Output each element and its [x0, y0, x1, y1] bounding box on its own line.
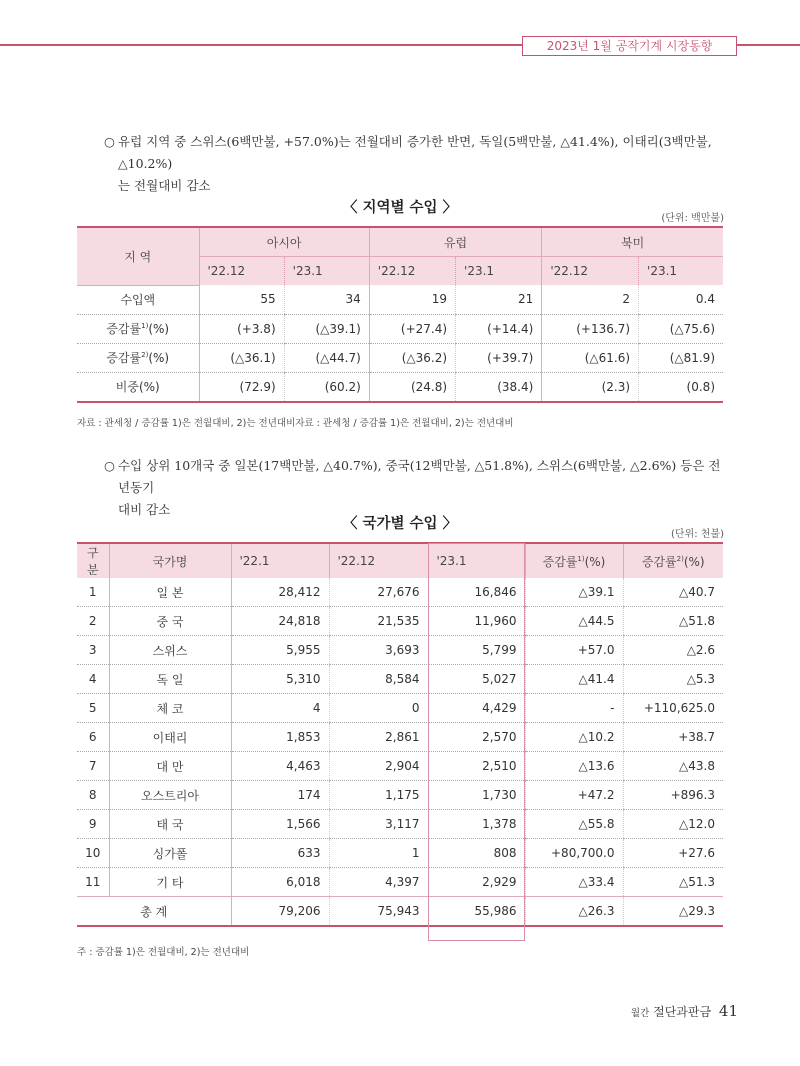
- rank-cell: 7: [77, 752, 109, 781]
- rank-cell: 8: [77, 781, 109, 810]
- cell-value: +27.6: [623, 839, 723, 868]
- country-cell: 이태리: [109, 723, 231, 752]
- table-row: [77, 868, 723, 897]
- rank-cell: 9: [77, 810, 109, 839]
- cell-value: (△44.7): [284, 343, 369, 372]
- country-cell: 독 일: [109, 665, 231, 694]
- table2-note: 주 : 증감률 1)은 전월대비, 2)는 전년대비: [77, 947, 250, 958]
- cell-value: +80,700.0: [525, 839, 623, 868]
- cell-value: 808: [428, 839, 525, 868]
- table-row: [77, 810, 723, 839]
- cell-value: 2,929: [428, 868, 525, 897]
- cell-value: (+14.4): [456, 314, 542, 343]
- cell-value: △40.7: [623, 578, 723, 607]
- cell-value: +57.0: [525, 636, 623, 665]
- cell-value: +38.7: [623, 723, 723, 752]
- rank-cell: 4: [77, 665, 109, 694]
- row-label: 증감률$^{2)}$(%): [77, 343, 199, 372]
- cell-value: (△61.6): [542, 343, 639, 372]
- cell-value: 4,397: [329, 868, 428, 897]
- cell-value: (△39.1): [284, 314, 369, 343]
- period-header: '23.1: [428, 543, 525, 578]
- rank-cell: 6: [77, 723, 109, 752]
- cell-value: 16,846: [428, 578, 525, 607]
- cell-value: △10.2: [525, 723, 623, 752]
- cell-value: 6,018: [231, 868, 329, 897]
- cell-value: (+3.8): [199, 314, 284, 343]
- cell-value: 1,175: [329, 781, 428, 810]
- cell-value: +47.2: [525, 781, 623, 810]
- row-label: 증감률$^{1)}$(%): [77, 314, 199, 343]
- change-yoy-header: 증감률$^{2)}$(%): [623, 543, 723, 578]
- cell-value: 2,904: [329, 752, 428, 781]
- group-header-asia: 아시아: [199, 227, 369, 257]
- cell-value: 1,566: [231, 810, 329, 839]
- cell-value: 174: [231, 781, 329, 810]
- table-row: [77, 752, 723, 781]
- cell-value: (△81.9): [639, 343, 723, 372]
- cell-value: △33.4: [525, 868, 623, 897]
- period-header: '22.1: [231, 543, 329, 578]
- period-header: '23.1: [456, 257, 542, 286]
- cell-value: (24.8): [369, 372, 455, 402]
- cell-value: 1: [329, 839, 428, 868]
- cell-value: 5,799: [428, 636, 525, 665]
- total-label: 총 계: [77, 897, 231, 927]
- group-header-namerica: 북미: [542, 227, 723, 257]
- country-cell: 스위스: [109, 636, 231, 665]
- country-cell: 기 타: [109, 868, 231, 897]
- period-header: '22.12: [329, 543, 428, 578]
- page-number: 41: [718, 1002, 738, 1020]
- page-footer: [631, 1002, 738, 1020]
- cell-value: △29.3: [623, 897, 723, 927]
- cell-value: (△75.6): [639, 314, 723, 343]
- row-label: 비중(%): [77, 372, 199, 402]
- paragraph-line: 수입 상위 10개국 중 일본(17백만불, △40.7%), 중국(12백만불, △51.8%), 스위스(6백만불, △2.6%) 등은 전년동기: [118, 458, 721, 495]
- table-row: [77, 665, 723, 694]
- change-mom-header: 증감률$^{1)}$(%): [525, 543, 623, 578]
- cell-value: 4,463: [231, 752, 329, 781]
- period-header: '22.12: [199, 257, 284, 286]
- cell-value: 633: [231, 839, 329, 868]
- cell-value: 24,818: [231, 607, 329, 636]
- cell-value: △51.8: [623, 607, 723, 636]
- cell-value: 0.4: [639, 285, 723, 314]
- rank-header: 구분: [77, 543, 109, 578]
- cell-value: 3,117: [329, 810, 428, 839]
- paragraph-line: 유럽 지역 중 스위스(6백만불, +57.0%)는 전월대비 증가한 반면, 독일(5백만불, △41.4%), 이태리(3백만불, △10.2%): [118, 134, 712, 171]
- cell-value: △39.1: [525, 578, 623, 607]
- cell-value: (+27.4): [369, 314, 455, 343]
- cell-value: (0.8): [639, 372, 723, 402]
- country-import-table: [77, 542, 723, 927]
- cell-value: △5.3: [623, 665, 723, 694]
- bullet-icon: ○: [104, 458, 115, 473]
- cell-value: 27,676: [329, 578, 428, 607]
- rank-cell: 2: [77, 607, 109, 636]
- table-row: [77, 636, 723, 665]
- period-header: '23.1: [284, 257, 369, 286]
- cell-value: △26.3: [525, 897, 623, 927]
- header-rule-right: [737, 44, 800, 46]
- period-header: '22.12: [369, 257, 455, 286]
- cell-value: △13.6: [525, 752, 623, 781]
- cell-value: 2: [542, 285, 639, 314]
- table1-unit: (단위: 백만불): [661, 213, 724, 224]
- cell-value: △51.3: [623, 868, 723, 897]
- cell-value: 2,570: [428, 723, 525, 752]
- cell-value: 19: [369, 285, 455, 314]
- table-row: [77, 578, 723, 607]
- magazine-name: 절단과판금: [653, 1005, 712, 1019]
- cell-value: 75,943: [329, 897, 428, 927]
- cell-value: -: [525, 694, 623, 723]
- period-header: '23.1: [639, 257, 723, 286]
- region-import-table: [77, 226, 723, 403]
- table-row: [77, 372, 723, 402]
- cell-value: (72.9): [199, 372, 284, 402]
- table-row: [77, 314, 723, 343]
- cell-value: △2.6: [623, 636, 723, 665]
- cell-value: 1,853: [231, 723, 329, 752]
- cell-value: △41.4: [525, 665, 623, 694]
- cell-value: 1,730: [428, 781, 525, 810]
- table2-title: 〈 국가별 수입 〉: [342, 516, 458, 532]
- rank-cell: 11: [77, 868, 109, 897]
- cell-value: (+136.7): [542, 314, 639, 343]
- rank-cell: 1: [77, 578, 109, 607]
- cell-value: △43.8: [623, 752, 723, 781]
- cell-value: △44.5: [525, 607, 623, 636]
- cell-value: (60.2): [284, 372, 369, 402]
- table-row: [77, 723, 723, 752]
- cell-value: 21: [456, 285, 542, 314]
- cell-value: 2,510: [428, 752, 525, 781]
- paragraph-line: 는 전월대비 감소: [118, 178, 211, 193]
- cell-value: 8,584: [329, 665, 428, 694]
- cell-value: (38.4): [456, 372, 542, 402]
- rank-cell: 3: [77, 636, 109, 665]
- country-cell: 오스트리아: [109, 781, 231, 810]
- cell-value: 5,027: [428, 665, 525, 694]
- table-row: [77, 285, 723, 314]
- cell-value: +110,625.0: [623, 694, 723, 723]
- cell-value: 11,960: [428, 607, 525, 636]
- period-header: '22.12: [542, 257, 639, 286]
- cell-value: 5,955: [231, 636, 329, 665]
- table2-unit: (단위: 천불): [671, 529, 724, 540]
- country-cell: 일 본: [109, 578, 231, 607]
- cell-value: 34: [284, 285, 369, 314]
- cell-value: (+39.7): [456, 343, 542, 372]
- cell-value: 4,429: [428, 694, 525, 723]
- cell-value: 0: [329, 694, 428, 723]
- table-row: [77, 694, 723, 723]
- cell-value: 79,206: [231, 897, 329, 927]
- rank-cell: 10: [77, 839, 109, 868]
- cell-value: (△36.2): [369, 343, 455, 372]
- header-rule-left: [0, 44, 522, 46]
- table1-source-note: 자료 : 관세청 / 증감률 1)은 전월대비, 2)는 전년대비자료 : 관세청 / 증감률 1)은 전월대비, 2)는 전년대비: [77, 418, 514, 429]
- cell-value: +896.3: [623, 781, 723, 810]
- cell-value: △12.0: [623, 810, 723, 839]
- cell-value: (2.3): [542, 372, 639, 402]
- country-cell: 중 국: [109, 607, 231, 636]
- cell-value: 3,693: [329, 636, 428, 665]
- cell-value: 28,412: [231, 578, 329, 607]
- cell-value: 5,310: [231, 665, 329, 694]
- table-row: [77, 607, 723, 636]
- paragraph-line: 대비 감소: [118, 502, 171, 517]
- table-row: [77, 343, 723, 372]
- region-header: 지 역: [77, 227, 199, 285]
- cell-value: △55.8: [525, 810, 623, 839]
- table-row: [77, 839, 723, 868]
- cell-value: 2,861: [329, 723, 428, 752]
- cell-value: 55: [199, 285, 284, 314]
- cell-value: 1,378: [428, 810, 525, 839]
- total-row: [77, 897, 723, 927]
- bullet-icon: ○: [104, 134, 115, 149]
- cell-value: 4: [231, 694, 329, 723]
- country-cell: 싱가폴: [109, 839, 231, 868]
- cell-value: (△36.1): [199, 343, 284, 372]
- paragraph-europe: [104, 131, 728, 197]
- table1-title: 〈 지역별 수입 〉: [342, 200, 458, 216]
- magazine-label: 월간: [630, 1008, 650, 1019]
- header-title: 2023년 1월 공작기계 시장동향: [522, 36, 737, 56]
- row-label: 수입액: [77, 285, 199, 314]
- country-header: 국가명: [109, 543, 231, 578]
- group-header-europe: 유럽: [369, 227, 542, 257]
- cell-value: 55,986: [428, 897, 525, 927]
- country-cell: 대 만: [109, 752, 231, 781]
- cell-value: 21,535: [329, 607, 428, 636]
- country-cell: 체 코: [109, 694, 231, 723]
- rank-cell: 5: [77, 694, 109, 723]
- country-cell: 태 국: [109, 810, 231, 839]
- table-row: [77, 781, 723, 810]
